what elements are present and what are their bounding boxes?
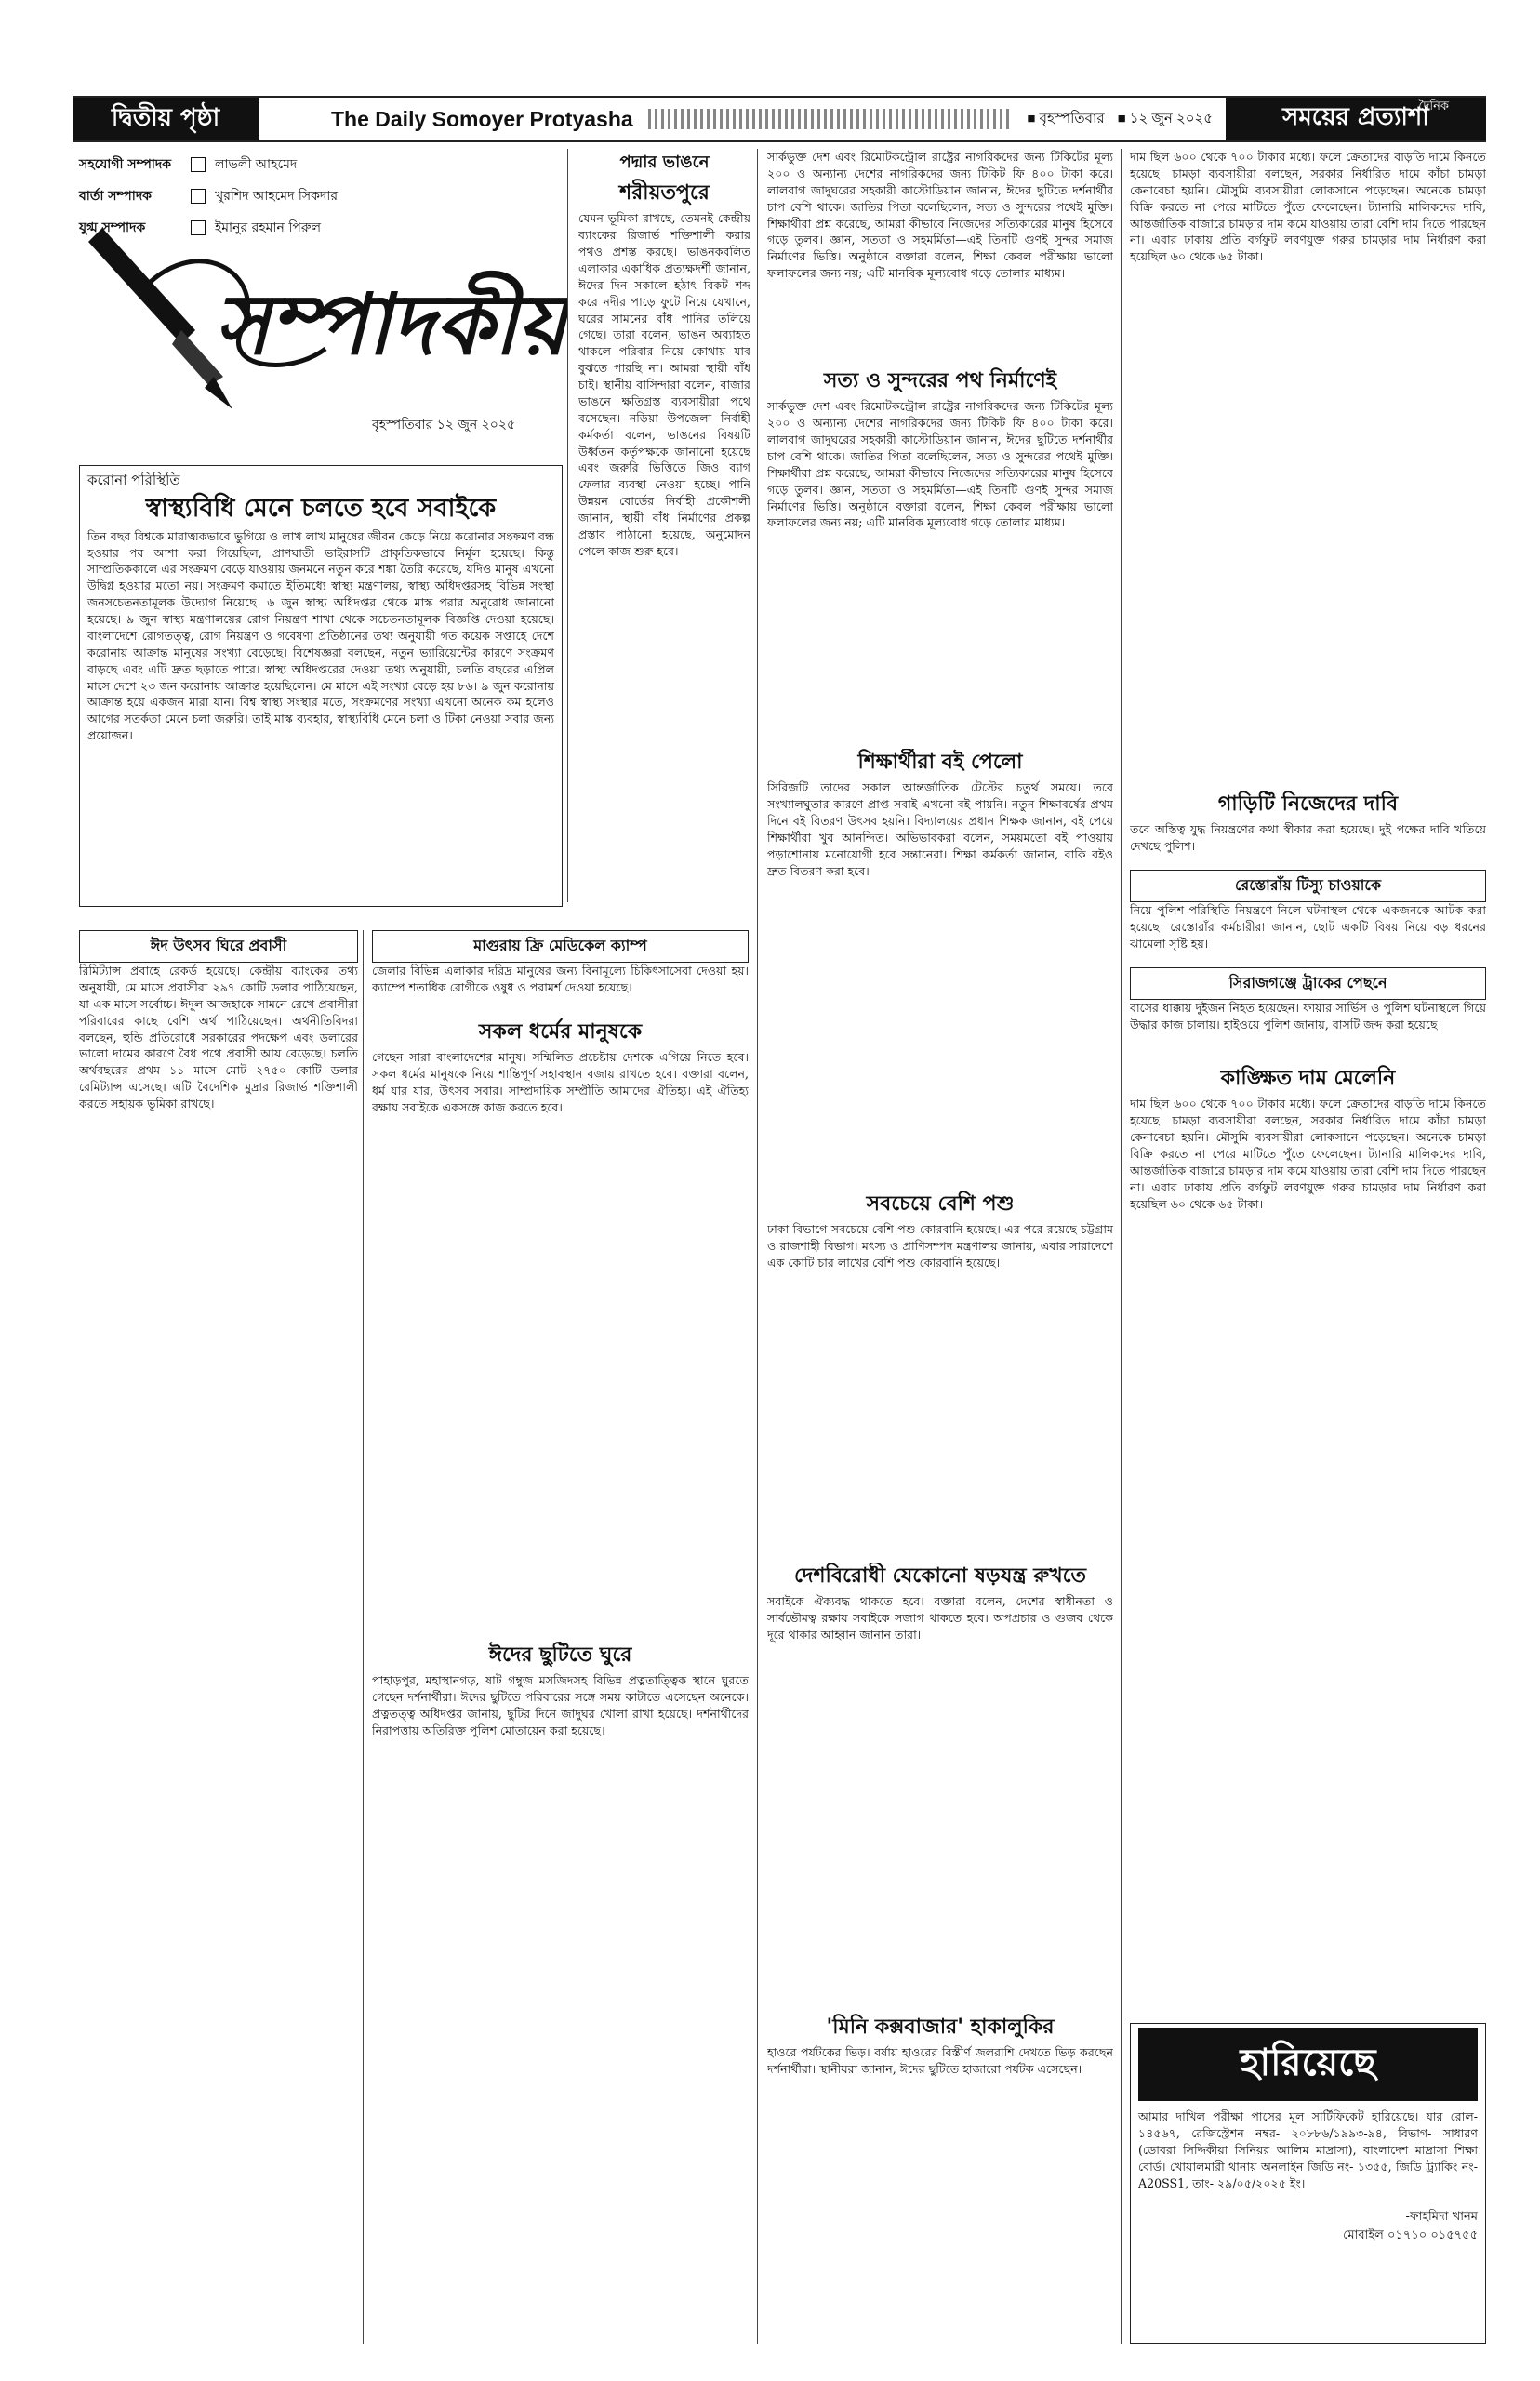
article-right-lead <box>1130 149 1486 791</box>
lost-notice-name: -ফাহমিদা খানম <box>1405 2210 1478 2225</box>
paper-name-english: The Daily Somoyer Protyasha <box>331 106 633 131</box>
article-headline: সত্য ও সুন্দরের পথ নির্মাণেই <box>823 368 1057 392</box>
article-kicker: করোনা পরিস্থিতি <box>87 472 180 488</box>
paper-logo <box>1226 98 1486 140</box>
article-medical-camp <box>372 930 749 1014</box>
article-corona <box>79 465 563 907</box>
article-body: দাম ছিল ৬০০ থেকে ৭০০ টাকার মধ্যে। ফলে ক্রেতাদের বাড়তি দামে কিনতে হয়েছে। চামড়া ব্যবসায়ীরা বলছেন, সরকার নির্ধারিত দামে কাঁচা চামড়া কেনাবেচা হয়নি। মৌসুমি ব্যবসায়ীরা লোকসানে পড়েছেন। অনেকে চামড়া বিক্রি করতে না পেরে মাটিতে পুঁতে ফেলেছেন। ট্যানারি মালিকদের দাবি, আন্তর্জাতিক বাজারে চামড়ার দাম কমে যাওয়ায় তারা বেশি দাম দিতে পারছেন না। এবার ঢাকায় প্রতি বর্গফুট লবণযুক্ত গরুর চামড়ার দাম নির্ধারণ করা হয়েছিল ৬০ থেকে ৬৫ টাকা। <box>1130 150 1486 264</box>
lost-notice-phone: মোবাইল ০১৭১০ ০১৫৭৫৫ <box>1343 2228 1478 2242</box>
editorial-banner <box>84 191 567 432</box>
article-body: সিরিজটি তাদের সকাল আন্তর্জাতিক টেস্টের চতুর্থ সময়ে। তবে সংখ্যালঘুতার কারণে প্রাপ্ত সবাই এখনো বই পায়নি। নতুন শিক্ষাবর্ষের প্রথম দিনে বই বিতরণ উৎসব হয়নি। বিদ্যালয়ের প্রধান শিক্ষক জানান, বই পেয়ে শিক্ষার্থীরা খুব আনন্দিত। অভিভাবকরা বলেন, সময়মতো বই পাওয়ায় পড়াশোনায় মনোযোগী হবে সন্তানেরা। শিক্ষা কর্মকর্তা জানান, বাকি বইও দ্রুত বিতরণ করা হবে। <box>767 780 1113 878</box>
masthead <box>73 96 1486 142</box>
article-headline: সবচেয়ে বেশি পশু <box>866 1191 1015 1216</box>
column-rule <box>757 149 758 2344</box>
article-body: রিমিট্যান্স প্রবাহে রেকর্ড হয়েছে। কেন্দ্রীয় ব্যাংকের তথ্য অনুযায়ী, মে মাসে প্রবাসীরা ২৯৭ কোটি ডলার পাঠিয়েছেন, যা এক মাসে সর্বোচ্চ। ঈদুল আজহাকে সামনে রেখে প্রবাসীরা পরিবারের কাছে বেশি অর্থ পাঠিয়েছেন। অর্থনীতিবিদরা বলছেন, হুন্ডি প্রতিরোধে সরকারের পদক্ষেপ এবং ডলারের ভালো দামের কারণে বৈধ পথে প্রবাসী আয় বেড়েছে। চলতি অর্থবছরের প্রথম ১১ মাসে মোট ২৭৫০ কোটি ডলার রেমিট্যান্স এসেছে। এটি বৈদেশিক মুদ্রার রিজার্ভ শক্তিশালী করতে সহায়ক ভূমিকা রাখছে। <box>79 964 358 1111</box>
article-body: তিন বছর বিশ্বকে মারাত্মকভাবে ভুগিয়ে ও লাখ লাখ মানুষের জীবন কেড়ে নিয়ে করোনার সংক্রমণ বন্ধ হওয়ার পর আশা করা গিয়েছিল, প্রাণঘাতী ভাইরাসটি প্রাকৃতিকভাবে নির্মূল হয়েছে। কিন্তু সাম্প্রতিককালে এর সংক্রমণ বেড়ে যাওয়ায় জনমনে নতুন করে শঙ্কা তৈরি করেছে, যদিও মানুষ এখনো উদ্বিগ্ন হওয়ার মতো নয়। সংক্রমণ কমাতে ইতিমধ্যে স্বাস্থ্য মন্ত্রণালয়, স্বাস্থ্য অধিদপ্তরসহ বিভিন্ন সংস্থা জনসচেতনতামূলক উদ্যোগ নিয়েছে। ৬ জুন স্বাস্থ্য অধিদপ্তর থেকে মাস্ক পরার অনুরোধ জানানো হয়েছে। ৯ জুন স্বাস্থ্য মন্ত্রণালয়ের রোগ নিয়ন্ত্রণ শাখা থেকে সচেতনতামূলক বিজ্ঞপ্তি দেওয়া হয়েছে। বাংলাদেশে রোগতত্ত্ব, রোগ নিয়ন্ত্রণ ও গবেষণা প্রতিষ্ঠানের তথ্য অনুযায়ী গত কয়েক সপ্তাহে দেশে করোনায় আক্রান্ত মানুষের সংখ্যা বেড়েছে। বিশেষজ্ঞরা বলছেন, নতুন ভ্যারিয়েন্টের কারণে সংক্রমণ বাড়ছে এবং এটি দ্রুত ছড়াতে পারে। স্বাস্থ্য অধিদপ্তরের দেওয়া তথ্য অনুযায়ী, চলতি বছরের এপ্রিল মাসে দেশে ২৩ জন করোনায় আক্রান্ত হয়েছিলেন। মে মাসে এই সংখ্যা বেড়ে হয় ৮৬। ৯ জুন করোনায় আক্রান্ত হয়ে একজন মারা যান। বিশ্ব স্বাস্থ্য সংস্থার মতে, সংক্রমণের সংখ্যা এখনো অনেক কম হলেও আগের সতর্কতা মেনে চলা জরুরি। তাই মাস্ক ব্যবহার, স্বাস্থ্যবিধি মেনে চলা ও টিকা নেওয়া সবার জন্য প্রয়োজন। <box>87 528 554 743</box>
article-livestock <box>767 1190 1113 1553</box>
article-claim <box>1130 791 1486 865</box>
article-hakaluki <box>767 2014 1113 2344</box>
article-conspiracy <box>767 1563 1113 2004</box>
article-religion <box>372 1018 749 1632</box>
article-body: সবাইকে ঐক্যবদ্ধ থাকতে হবে। বক্তারা বলেন, দেশের স্বাধীনতা ও সার্বভৌমত্ব রক্ষায় সবাইকে সজাগ থাকতে হবে। অপপ্রচার ও গুজব থেকে দূরে থাকার আহ্বান জানান তারা। <box>767 1594 1113 1643</box>
page-label: দ্বিতীয় পৃষ্ঠা <box>73 98 259 140</box>
staff-name: খুরশিদ আহমেদ সিকদার <box>215 189 339 204</box>
staff-name: লাভলী আহমেদ <box>215 157 298 172</box>
article-headline: ঈদ উৎসব ঘিরে প্রবাসী <box>79 930 358 963</box>
article-headline: 'মিনি কক্সবাজার' হাকালুকির <box>826 2015 1055 2039</box>
article-body: বাসের ধাক্কায় দুইজন নিহত হয়েছেন। ফায়ার সার্ভিস ও পুলিশ ঘটনাস্থলে গিয়ে উদ্ধার কাজ চালায়। হাইওয়ে পুলিশ জানায়, বাসটি জব্দ করা হয়েছে। <box>1130 1001 1486 1031</box>
article-body: গেছেন সারা বাংলাদেশের মানুষ। সম্মিলিত প্রচেষ্টায় দেশকে এগিয়ে নিতে হবে। সকল ধর্মের মানুষকে নিয়ে শান্তিপূর্ণ সহাবস্থান বজায় রাখতে হবে। বক্তারা বলেন, ধর্ম যার যার, উৎসব সবার। সাম্প্রদায়িক সম্প্রীতি আমাদের ঐতিহ্য। এই ঐতিহ্য রক্ষায় সবাইকে একসঙ্গে কাজ করতে হবে। <box>372 1050 749 1114</box>
header-stripe <box>648 109 1013 129</box>
column-rule <box>363 930 364 2344</box>
article-body: ঢাকা বিভাগে সবচেয়ে বেশি পশু কোরবানি হয়েছে। এর পরে রয়েছে চট্টগ্রাম ও রাজশাহী বিভাগ। মৎস্য ও প্রাণিসম্পদ মন্ত্রণালয় জানায়, এবার সারাদেশে এক কোটি চার লাখের বেশি পশু কোরবানি হয়েছে। <box>767 1222 1113 1270</box>
article-headline: শরীয়তপুরে <box>619 180 710 205</box>
article-price <box>1130 1065 1486 2014</box>
logo-small-text: দৈনিক <box>1418 100 1449 113</box>
article-body: তবে অস্তিত্ব যুদ্ধ নিয়ন্ত্রণের কথা স্বীকার করা হয়েছে। দুই পক্ষের দাবি খতিয়ে দেখছে পুলিশ। <box>1130 822 1486 854</box>
article-headline: স্বাস্থ্যবিধি মেনে চলতে হবে সবাইকে <box>145 494 497 523</box>
article-body: সার্কভুক্ত দেশ এবং রিমোটকন্ট্রোল রাষ্ট্রের নাগরিকদের জন্য টিকিটের মূল্য ২০০ ও অন্যান্য দেশের নাগরিকদের জন্য টিকিট ফি ৪০০ টাকা করে। লালবাগ জাদুঘরের সহকারী কাস্টোডিয়ান জানান, ঈদের ছুটিতে দর্শনার্থীর চাপ বেশি থাকে। জাতির পিতা বলেছিলেন, সত্য ও সুন্দরের পথেই মুক্তি। শিক্ষার্থীরা প্রশ্ন করেছে, আমরা কীভাবে নিজেদের সত্যিকারের মানুষ হিসেবে গড়ে তুলব। জ্ঞান, সততা ও সহমর্মিতা—এই তিনটি গুণই সুন্দর সমাজ নির্মাণের ভিত্তি। অনুষ্ঠানে বক্তারা বলেন, শিক্ষা কেবল পরীক্ষায় ভালো ফলাফলের জন্য নয়; এটি মানবিক মূল্যবোধ গড়ে তোলার মাধ্যম। <box>767 399 1113 530</box>
article-body: জেলার বিভিন্ন এলাকার দরিদ্র মানুষের জন্য বিনামূল্যে চিকিৎসাসেবা দেওয়া হয়। ক্যাম্পে শতাধিক রোগীকে ওষুধ ও পরামর্শ দেওয়া হয়েছে। <box>372 964 749 994</box>
header-day: ■ বৃহস্পতিবার <box>1027 110 1105 126</box>
staff-role: বার্তা সম্পাদক <box>79 189 152 204</box>
article-headline: কাঙ্ক্ষিত দাম মেলেনি <box>1220 1066 1396 1090</box>
article-books <box>767 749 1113 1177</box>
staff-name: ইমানুর রহমান পিরুল <box>215 220 322 235</box>
article-headline: দেশবিরোধী যেকোনো ষড়যন্ত্র রুখতে <box>794 1563 1086 1588</box>
article-headline: শিক্ষার্থীরা বই পেলো <box>857 750 1023 774</box>
article-eid-probashi <box>79 930 358 2344</box>
editorial-date: বৃহস্পতিবার ১২ জুন ২০২৫ <box>372 418 516 432</box>
lost-notice-body: আমার দাখিল পরীক্ষা পাসের মূল সার্টিফিকেট হারিয়েছে। যার রোল- ১৪৫৬৭, রেজিস্ট্রেশন নম্বর- ২০৮৮৬/১৯৯৩-৯৪, বিভাগ- সাধারণ (ডোবরা সিদ্দিকীয়া সিনিয়র আলিম মাদ্রাসা), বাংলাদেশ মাদ্রাসা শিক্ষা বোর্ড। খোয়ালমারী থানায় অনলাইন জিডি নং- ১৩৫৫, জিডি ট্র্যাকিং নং- A20SS1, তাং- ২৯/০৫/২০২৫ ইং। <box>1138 2109 1478 2190</box>
column-rule <box>1121 149 1122 2344</box>
article-eid-holiday <box>372 1642 749 2344</box>
header-date: ■ ১২ জুন ২০২৫ <box>1117 110 1213 126</box>
lost-notice <box>1130 2023 1486 2344</box>
lost-notice-signature <box>1138 2208 1478 2244</box>
article-shariatpur <box>578 149 750 902</box>
article-body: পাহাড়পুর, মহাস্থানগড়, ষাট গম্বুজ মসজিদসহ বিভিন্ন প্রত্নতাত্ত্বিক স্থানে ঘুরতে গেছেন দর্শনার্থীরা। ঈদের ছুটিতে পরিবারের সঙ্গে সময় কাটাতে এসেছেন অনেকে। প্রত্নতত্ত্ব অধিদপ্তর জানায়, ছুটির দিনে জাদুঘর খোলা রাখা হয়েছে। দর্শনার্থীদের নিরাপত্তায় অতিরিক্ত পুলিশ মোতায়েন করা হয়েছে। <box>372 1673 749 1737</box>
article-headline: রেস্তোরাঁয় টিস্যু চাওয়াকে <box>1130 870 1486 902</box>
article-body: যেমন ভূমিকা রাখছে, তেমনই কেন্দ্রীয় ব্যাংকের রিজার্ভ শক্তিশালী করার পথও প্রশস্ত করছে। ভাঙনকবলিত এলাকার একাধিক প্রত্যক্ষদর্শী জানান, ঈদের দিন সকালে হঠাৎ বিকট শব্দ করে নদীর পাড়ে ফুটে নিয়ে যেখানে, ঘরের সামনের বাঁধ পানির তলিয়ে গেছে। তারা বলেন, ভাঙন অব্যাহত থাকলে পরিবার নিয়ে কোথায় যাব বুঝতে পারছি না। আমরা স্থায়ী বাঁধ চাই। স্থানীয় বাসিন্দারা বলেন, বাজার ভাঙনে ক্ষতিগ্রস্ত ব্যবসায়ীরা পথে বসেছেন। নড়িয়া উপজেলা নির্বাহী কর্মকর্তা বলেন, ভাঙনের বিষয়টি উর্ধ্বতন কর্তৃপক্ষকে জানানো হয়েছে এবং জরুরি ভিত্তিতে জিও ব্যাগ ফেলার ব্যবস্থা নেওয়া হচ্ছে। পানি উন্নয়ন বোর্ডের নির্বাহী প্রকৌশলী জানান, স্থায়ী বাঁধ নির্মাণের প্রকল্প প্রস্তাব পাঠানো হয়েছে, অনুমোদন পেলে কাজ শুরু হবে। <box>578 211 750 558</box>
logo-big-text: সময়ের প্রত্যাশা <box>1282 103 1429 131</box>
article-kicker: পদ্মার ভাঙনে <box>619 153 710 172</box>
column-rule <box>567 149 568 902</box>
article-body: নিয়ে পুলিশ পরিস্থিতি নিয়ন্ত্রণে নিলে ঘটনাস্থল থেকে একজনকে আটক করা হয়েছে। রেস্তোরাঁর কর্মচারীরা জানান, ছোট একটি বিষয় নিয়ে বড় ধরনের ঝামেলা সৃষ্টি হয়। <box>1130 903 1486 951</box>
article-body-lead: সার্কভুক্ত দেশ এবং রিমোটকন্ট্রোল রাষ্ট্রের নাগরিকদের জন্য টিকিটের মূল্য ২০০ ও অন্যান্য দেশের নাগরিকদের জন্য টিকিট ফি ৪০০ টাকা করে। লালবাগ জাদুঘরের সহকারী কাস্টোডিয়ান জানান, ঈদের ছুটিতে দর্শনার্থীর চাপ বেশি থাকে। জাতির পিতা বলেছিলেন, সত্য ও সুন্দরের পথেই মুক্তি। শিক্ষার্থীরা প্রশ্ন করেছে, আমরা কীভাবে নিজেদের সত্যিকারের মানুষ হিসেবে গড়ে তুলব। জ্ঞান, সততা ও সহমর্মিতা—এই তিনটি গুণই সুন্দর সমাজ নির্মাণের ভিত্তি। অনুষ্ঠানে বক্তারা বলেন, শিক্ষা কেবল পরীক্ষায় ভালো ফলাফলের জন্য নয়; এটি মানবিক মূল্যবোধ গড়ে তোলার মাধ্যম। <box>767 150 1113 281</box>
article-truck <box>1130 967 1486 1060</box>
article-headline: সিরাজগঞ্জে ট্রাকের পেছনে <box>1130 967 1486 1000</box>
article-truth-path-main <box>767 367 1113 739</box>
checkbox-square-icon <box>191 157 206 172</box>
article-headline: ঈদের ছুটিতে ঘুরে <box>488 1643 632 1667</box>
article-tissue <box>1130 870 1486 963</box>
editorial-title: সম্পাদকীয় <box>214 275 567 374</box>
article-headline: গাড়িটি নিজেদের দাবি <box>1217 791 1399 816</box>
article-headline: সকল ধর্মের মানুষকে <box>478 1019 643 1044</box>
article-body: দাম ছিল ৬০০ থেকে ৭০০ টাকার মধ্যে। ফলে ক্রেতাদের বাড়তি দামে কিনতে হয়েছে। চামড়া ব্যবসায়ীরা বলছেন, সরকার নির্ধারিত দামে কাঁচা চামড়া কেনাবেচা হয়নি। মৌসুমি ব্যবসায়ীরা লোকসানে পড়েছেন। অনেকে চামড়া বিক্রি করতে না পেরে মাটিতে পুঁতে ফেলেছেন। ট্যানারি মালিকদের দাবি, আন্তর্জাতিক বাজারে চামড়ার দাম কমে যাওয়ায় তারা বেশি দাম দিতে পারছেন না। এবার ঢাকায় প্রতি বর্গফুট লবণযুক্ত গরুর চামড়ার দাম নির্ধারণ করা হয়েছিল ৬০ থেকে ৬৫ টাকা। <box>1130 1097 1486 1211</box>
article-body: হাওরে পর্যটকের ভিড়। বর্ষায় হাওরের বিস্তীর্ণ জলরাশি দেখতে ভিড় করছেন দর্শনার্থীরা। স্থানীয়রা জানান, ঈদের ছুটিতে হাজারো পর্যটক এসেছেন। <box>767 2045 1113 2077</box>
staff-role: যুগ্ম সম্পাদক <box>79 220 146 235</box>
lost-notice-title: হারিয়েছে <box>1138 2028 1478 2101</box>
staff-role: সহযোগী সম্পাদক <box>79 157 172 172</box>
article-headline: মাগুরায় ফ্রি মেডিকেল ক্যাম্প <box>372 930 749 963</box>
staff-row <box>79 153 349 176</box>
